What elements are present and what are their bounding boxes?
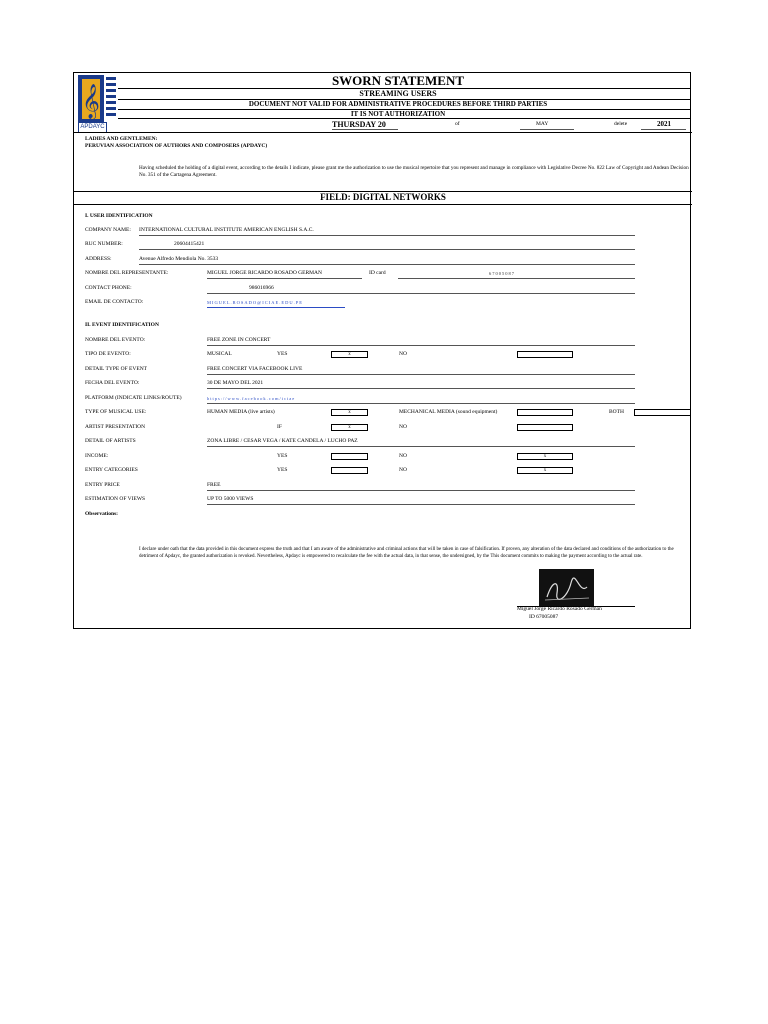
company-value: INTERNATIONAL CULTURAL INSTITUTE AMERICAN ENGLISH S.A.C. <box>139 227 314 233</box>
entry-price-label: ENTRY PRICE <box>85 482 120 488</box>
address-line <box>139 264 635 265</box>
signature-image <box>539 569 594 607</box>
artists-label: DETAIL OF ARTISTS <box>85 438 136 444</box>
event-type-no: NO <box>399 351 407 357</box>
representative-value: MIGUEL JORGE RICARDO ROSADO GERMAN <box>207 270 322 276</box>
event-date-line <box>207 388 635 389</box>
signature-name: Miguel Jorge Ricardo Rosado German <box>517 606 602 612</box>
signature-id: ID 67005087 <box>529 614 559 620</box>
company-line <box>139 235 635 236</box>
income-yes: YES <box>277 453 288 459</box>
event-name-value: FREE ZONE IN CONCERT <box>207 337 271 343</box>
mechanical-media-label: MECHANICAL MEDIA (sound equipment) <box>399 409 498 415</box>
entry-categories-no: NO <box>399 467 407 473</box>
platform-link[interactable]: https://www.facebook.com/iciae <box>207 396 296 401</box>
notice-not-valid: DOCUMENT NOT VALID FOR ADMINISTRATIVE PROCEDURES BEFORE THIRD PARTIES <box>248 100 548 108</box>
field-title: FIELD: DIGITAL NETWORKS <box>320 192 446 202</box>
company-label: COMPANY NAME: <box>85 227 131 233</box>
ruc-line <box>139 249 635 250</box>
date-day-line <box>332 129 398 130</box>
event-type-yes: YES <box>277 351 288 357</box>
notice-not-authorization: IT IS NOT AUTHORIZATION <box>350 110 446 118</box>
svg-text:𝄞: 𝄞 <box>82 84 100 119</box>
detail-type-line <box>207 374 635 375</box>
income-no-box[interactable]: x <box>517 453 573 460</box>
views-line <box>207 504 635 505</box>
platform-line <box>207 403 635 404</box>
divider <box>118 118 691 119</box>
ruc-label: RUC NUMBER: <box>85 241 123 247</box>
document-title: SWORN STATEMENT <box>331 73 465 88</box>
musical-use-label: TYPE OF MUSICAL USE: <box>85 409 147 415</box>
detail-type-label: DETAIL TYPE OF EVENT <box>85 366 148 372</box>
user-section-heading: I. USER IDENTIFICATION <box>85 213 153 219</box>
id-card-value: 67005087 <box>489 271 515 276</box>
artists-value: ZONA LIBRE / CESAR VEGA / KATE CANDELA / LUCHO PAZ <box>207 438 358 444</box>
salutation-line2: PERUVIAN ASSOCIATION OF AUTHORS AND COMPOSERS (APDAYC) <box>85 143 268 149</box>
entry-categories-yes: YES <box>277 467 288 473</box>
date-day: THURSDAY 20 <box>332 120 386 129</box>
phone-value: 986016966 <box>249 285 274 291</box>
date-year-line <box>641 129 686 130</box>
email-value[interactable]: MIGUEL.ROSADO@ICIAE.EDU.PE <box>207 300 304 305</box>
views-label: ESTIMATION OF VIEWS <box>85 496 146 502</box>
id-card-line <box>398 278 635 279</box>
representative-line <box>207 278 362 279</box>
document-subtitle: STREAMING USERS <box>359 89 437 98</box>
date-delete: delete <box>614 121 628 127</box>
entry-price-line <box>207 490 635 491</box>
artist-presentation-label: ARTIST PRESENTATION <box>85 424 146 430</box>
address-value: Avenue Alfredo Mendiola No. 3533 <box>139 256 219 262</box>
entry-categories-yes-box[interactable] <box>331 467 368 474</box>
artist-presentation-if: IF <box>277 424 282 430</box>
email-underline <box>207 307 345 308</box>
both-label: BOTH <box>609 409 624 415</box>
salutation-line1: LADIES AND GENTLEMEN: <box>85 136 158 142</box>
date-month-line <box>520 129 574 130</box>
address-label: ADDRESS: <box>85 256 112 262</box>
event-type-no-box[interactable] <box>517 351 573 358</box>
divider <box>74 204 692 205</box>
entry-price-value: FREE <box>207 482 221 488</box>
artist-presentation-no-box[interactable] <box>517 424 573 431</box>
artist-presentation-yes-box[interactable]: x <box>331 424 368 431</box>
observations-label: Observations: <box>85 511 118 517</box>
ruc-value: 20604415421 <box>174 241 205 247</box>
representative-label: NOMBRE DEL REPRESENTANTE: <box>85 270 169 276</box>
sworn-statement-document <box>73 72 691 629</box>
event-name-line <box>207 345 635 346</box>
income-label: INCOME: <box>85 453 109 459</box>
phone-line <box>207 293 635 294</box>
email-label: EMAIL DE CONTACTO: <box>85 299 144 305</box>
event-section-heading: II. EVENT IDENTIFICATION <box>85 322 159 328</box>
event-type-yes-box[interactable]: x <box>331 351 368 358</box>
date-year: 2021 <box>657 120 671 128</box>
logo-label: APDAYC <box>78 122 107 133</box>
mechanical-media-box[interactable] <box>517 409 573 416</box>
views-value: UP TO 5000 VIEWS <box>207 496 254 502</box>
human-media-box[interactable]: x <box>331 409 368 416</box>
artist-presentation-no: NO <box>399 424 407 430</box>
entry-categories-label: ENTRY CATEGORIES <box>85 467 138 473</box>
event-type-label: TIPO DE EVENTO: <box>85 351 131 357</box>
declaration-text: I declare under oath that the data provided in this document express the truth and that I am aware of the administrative and criminal actions that will be taken in case of falsification. If proven, any alteration of the data declared and conditions of the authorization to the detriment of Apdayc, the granted authorization is revoked. Nevertheless, Apdayc is empowered to recalculate the fee with the actual data, in that sense, the undersigned, by the This document commits to making the payment according to the actual rate. <box>139 547 674 559</box>
date-of: of <box>455 121 460 127</box>
id-card-label: ID card <box>369 270 386 276</box>
intro-text: Having scheduled the holding of a digital event, according to the details I indicate, please grant me the authorization to use the musical repertoire that you represent and manage in compliance with Legislative Decree No. 822 Law of Copyright and Andean Decision No. 351 of the Cartagena Agreement. <box>139 165 689 178</box>
platform-label: PLATFORM (INDICATE LINKS/ROUTE) <box>85 395 182 401</box>
entry-categories-no-box[interactable]: x <box>517 467 573 474</box>
event-date-label: FECHA DEL EVENTO: <box>85 380 140 386</box>
income-no: NO <box>399 453 407 459</box>
date-month: MAY <box>536 121 549 127</box>
divider <box>74 132 692 133</box>
artists-line <box>207 446 635 447</box>
event-date-value: 30 DE MAYO DEL 2021 <box>207 380 264 386</box>
event-type-value: MUSICAL <box>207 351 232 357</box>
phone-label: CONTACT PHONE: <box>85 285 132 291</box>
both-box[interactable] <box>634 409 691 416</box>
event-name-label: NOMBRE DEL EVENTO: <box>85 337 146 343</box>
income-yes-box[interactable] <box>331 453 368 460</box>
human-media-label: HUMAN MEDIA (live artists) <box>207 409 275 415</box>
detail-type-value: FREE CONCERT VIA FACEBOOK LIVE <box>207 366 303 372</box>
